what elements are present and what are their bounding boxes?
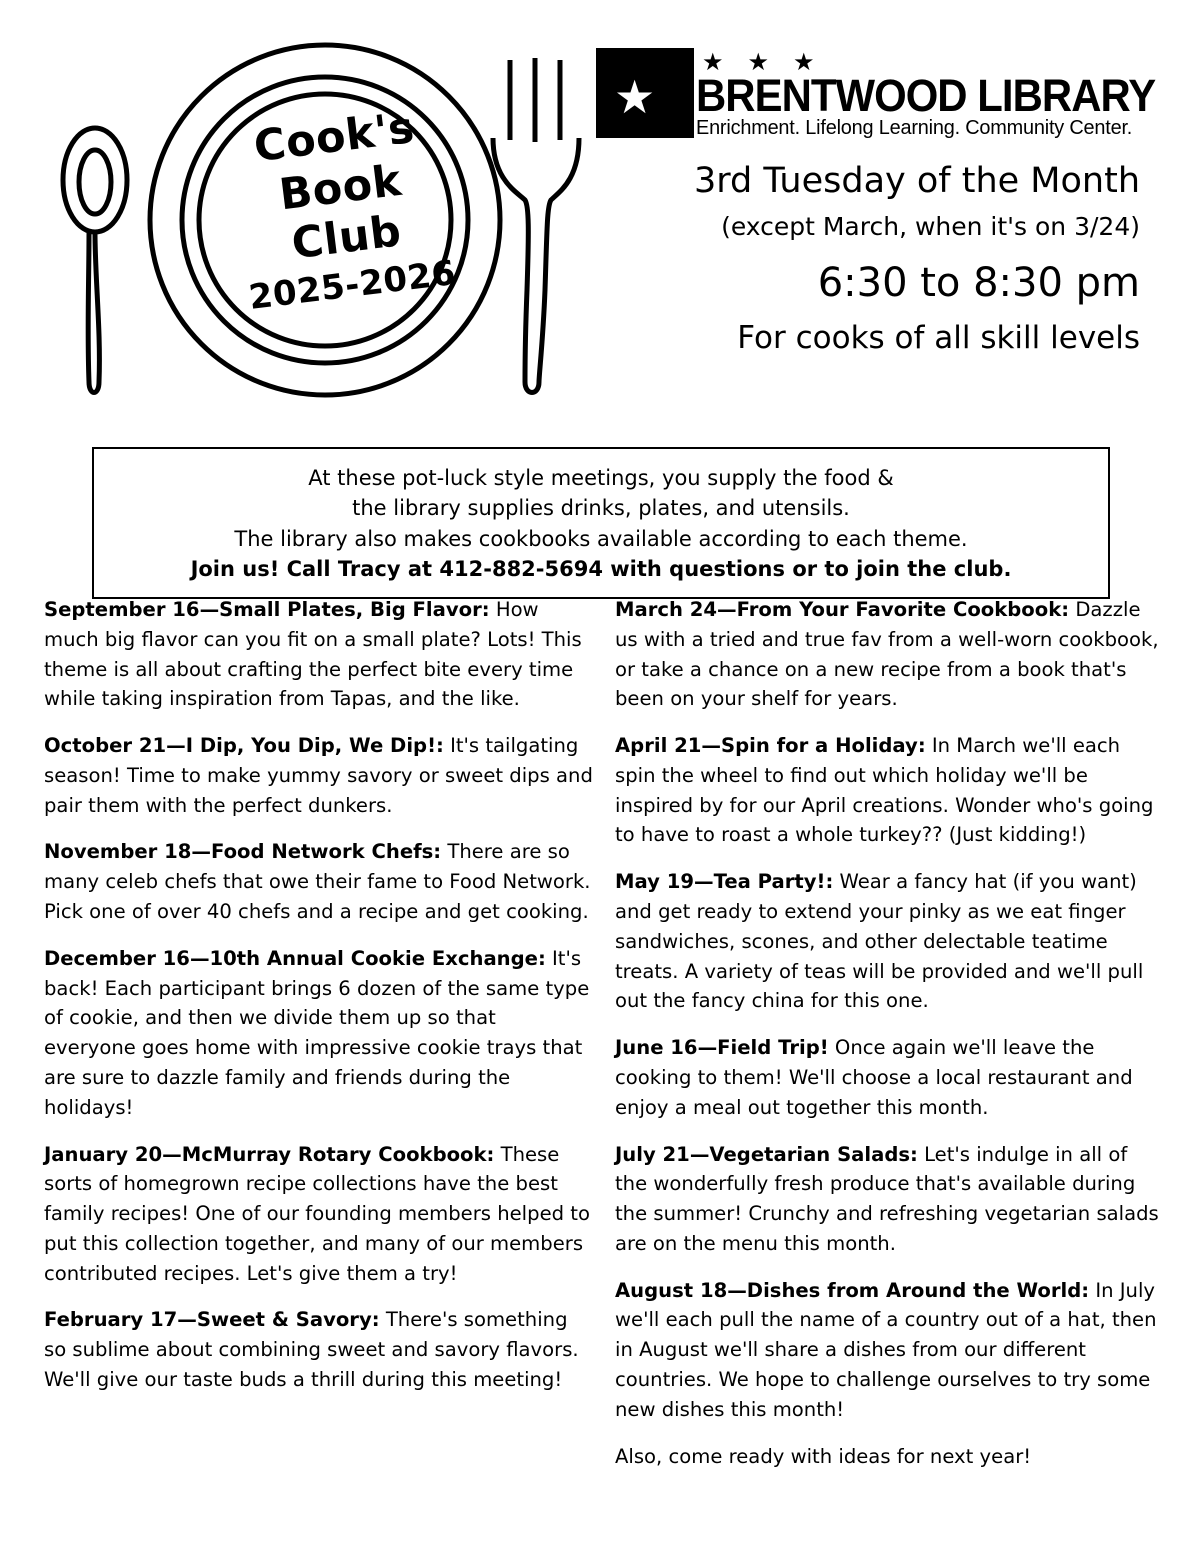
logo-tagline: Enrichment. Lifelong Learning. Community Center. bbox=[696, 116, 1133, 139]
stars-row-icon: ★★★ bbox=[702, 49, 839, 76]
schedule-entry-title: March 24—From Your Favorite Cookbook: bbox=[615, 598, 1070, 621]
star-icon: ★ bbox=[614, 71, 656, 123]
club-years: 2025-2026 bbox=[246, 253, 458, 319]
notice-box bbox=[92, 447, 1110, 599]
schedule-columns bbox=[44, 595, 1164, 1488]
schedule-entry-title: May 19—Tea Party!: bbox=[615, 870, 834, 894]
meeting-exception: (except March, when it's on 3/24) bbox=[721, 212, 1140, 241]
schedule-entry-body: In July we'll each pull the name of a country out of a hat, then in August we'll share a dishes from our different countries. We hope to challenge ourselves to try some new dishes this month! bbox=[615, 1278, 1157, 1421]
schedule-entry-body: It's tailgating season! Time to make yummy savory or sweet dips and pair them with the perfect dunkers. bbox=[44, 734, 593, 817]
schedule-entry-title: July 21—Vegetarian Salads: bbox=[615, 1142, 918, 1166]
schedule-entry-body: These sorts of homegrown recipe collections have the best family recipes! One of our founding members helped to put this collection together, and many of our members contributed recipes. Let's give them a try! bbox=[44, 1142, 590, 1285]
meeting-audience: For cooks of all skill levels bbox=[737, 319, 1140, 356]
club-title bbox=[217, 99, 469, 320]
club-title-line3: Club bbox=[289, 206, 405, 270]
schedule-entry-title: December 16—10th Annual Cookie Exchange: bbox=[44, 946, 546, 970]
notice-line-1: At these pot-luck style meetings, you supply the food & bbox=[308, 466, 894, 490]
schedule-entry-title: September 16—Small Plates, Big Flavor: bbox=[44, 598, 490, 621]
schedule-entry-body: It's back! Each participant brings 6 dozen of the same type of cookie, and then we divide them up so that everyone goes home with impressive cookie trays that are sure to dazzle family and friends during the holidays! bbox=[44, 946, 590, 1119]
schedule-entry-body: Wear a fancy hat (if you want) and get ready to extend your pinky as we eat finger sandwiches, scones, and other delectable teatime treats. A variety of teas will be provided and we'll pull out the fancy china for this one. bbox=[615, 870, 1144, 1013]
schedule-entry-body: There are so many celeb chefs that owe their fame to Food Network. Pick one of over 40 chefs and a recipe and get cooking. bbox=[44, 840, 591, 924]
notice-line-2: the library supplies drinks, plates, and utensils. bbox=[352, 496, 850, 521]
schedule-entry-body: Dazzle us with a tried and true fav from a well-worn cookbook, or take a chance on a new recipe from a book that's been on your shelf for years. bbox=[615, 598, 1159, 711]
brentwood-library-logo bbox=[596, 48, 1156, 139]
schedule-entry bbox=[44, 1305, 593, 1394]
meeting-time: 6:30 to 8:30 pm bbox=[817, 259, 1140, 306]
schedule-entry-body: Once again we'll leave the cooking to them! We'll choose a local restaurant and enjoy a meal out together this month. bbox=[615, 1036, 1133, 1119]
schedule-entry-body: Let's indulge in all of the wonderfully fresh produce that's available during the summer! Crunchy and refreshing vegetarian salads are on the menu this month. bbox=[615, 1142, 1159, 1255]
club-title-line2: Book bbox=[276, 155, 405, 221]
schedule-entry bbox=[44, 944, 593, 1123]
schedule-entry bbox=[615, 731, 1164, 850]
schedule-entry bbox=[44, 595, 593, 714]
schedule-entry-title: January 20—McMurray Rotary Cookbook: bbox=[44, 1142, 495, 1166]
schedule-entry bbox=[615, 867, 1164, 1016]
club-title-line1: Cook's bbox=[251, 102, 418, 173]
notice-line-4: Join us! Call Tracy at 412-882-5694 with questions or to join the club. bbox=[190, 557, 1012, 582]
schedule-entry-body: Also, come ready with ideas for next year! bbox=[615, 1444, 1032, 1468]
schedule-entry-title: August 18—Dishes from Around the World: bbox=[615, 1278, 1090, 1302]
schedule-entry-title: February 17—Sweet & Savory: bbox=[44, 1308, 380, 1332]
schedule-entry-title: April 21—Spin for a Holiday: bbox=[615, 734, 926, 758]
schedule-entry-body: How much big flavor can you fit on a small plate? Lots! This theme is all about crafting the perfect bite every time while taking inspiration from Tapas, and the like. bbox=[44, 598, 582, 711]
notice-line-3: The library also makes cookbooks available according to each theme. bbox=[234, 526, 968, 551]
flyer-header bbox=[0, 0, 1200, 420]
right-column bbox=[615, 595, 1164, 1488]
schedule-entry bbox=[44, 837, 593, 926]
meeting-schedule: 3rd Tuesday of the Month bbox=[693, 161, 1140, 201]
schedule-entry bbox=[615, 1276, 1164, 1425]
schedule-entry bbox=[615, 1140, 1164, 1259]
schedule-entry-title: October 21—I Dip, You Dip, We Dip!: bbox=[44, 734, 444, 758]
header-details bbox=[610, 160, 1140, 358]
schedule-entry-body: In March we'll each spin the wheel to find out which holiday we'll be inspired by for our April creations. Wonder who's going to have to roast a whole turkey?? (Just kidding!) bbox=[615, 734, 1154, 847]
schedule-entry bbox=[44, 731, 593, 820]
schedule-entry-title: November 18—Food Network Chefs: bbox=[44, 840, 442, 864]
schedule-entry bbox=[615, 1442, 1164, 1472]
logo-name: BRENTWOOD LIBRARY bbox=[696, 70, 1156, 121]
schedule-entry-title: June 16—Field Trip! bbox=[615, 1036, 829, 1060]
schedule-entry bbox=[615, 1033, 1164, 1122]
left-column bbox=[44, 595, 593, 1488]
schedule-entry-body: There's something so sublime about combining sweet and savory flavors. We'll give our taste buds a thrill during this meeting! bbox=[44, 1308, 579, 1391]
schedule-entry bbox=[44, 1140, 593, 1289]
logo-star-box bbox=[596, 48, 694, 138]
schedule-entry bbox=[615, 595, 1164, 714]
